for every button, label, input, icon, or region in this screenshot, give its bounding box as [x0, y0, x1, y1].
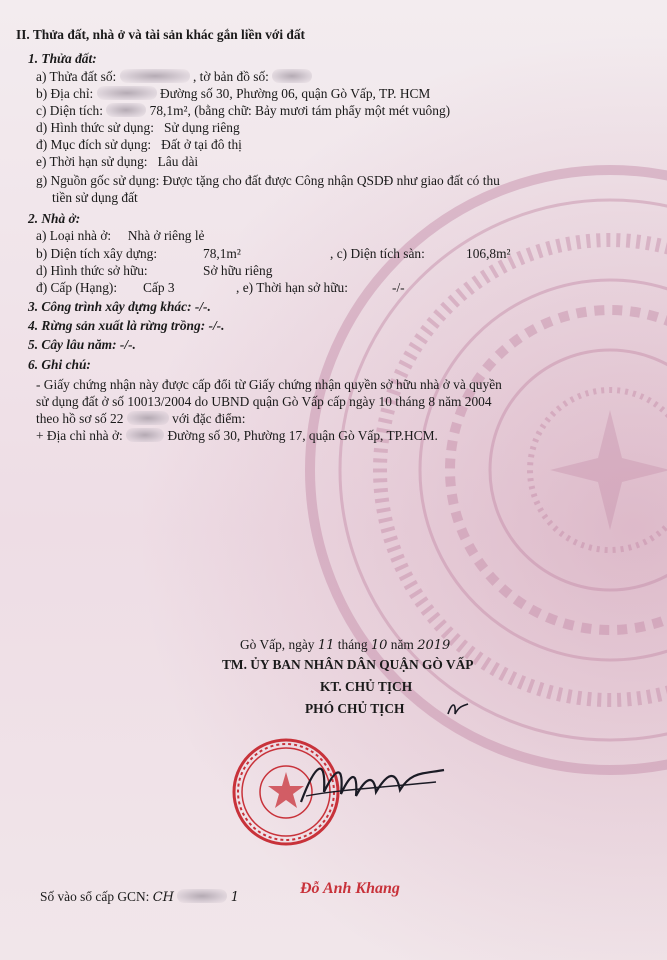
house-type-value: Nhà ở riêng lẻ	[127, 228, 205, 243]
house-build-area-label: b) Diện tích xây dựng:	[36, 246, 158, 261]
planted-forest: 4. Rừng sản xuất là rừng trồng: -/-.	[28, 318, 225, 333]
land-term-label: e) Thời hạn sử dụng:	[36, 154, 148, 169]
house-heading: 2. Nhà ở:	[28, 211, 81, 226]
land-origin-continued: tiền sử dụng đất	[52, 190, 138, 205]
redacted-block	[97, 86, 157, 100]
land-area-label: c) Diện tích:	[36, 103, 103, 118]
land-parcel-row	[36, 68, 312, 85]
notes-line-2: sử dụng đất ở số 10013/2004 do UBND quận Gò Vấp cấp ngày 10 tháng 8 năm 2004	[36, 394, 492, 409]
redacted-block	[127, 411, 169, 425]
other-constructions: 3. Công trình xây dựng khác: -/-.	[28, 299, 211, 314]
redacted-block	[106, 103, 146, 117]
signing-title: PHÓ CHỦ TỊCH	[305, 701, 405, 716]
land-purpose-label: đ) Mục đích sử dụng:	[36, 137, 152, 152]
perennial-trees: 5. Cây lâu năm: -/-.	[28, 337, 136, 352]
land-address-label: b) Địa chỉ:	[36, 86, 94, 101]
land-origin-value: Được tặng cho đất được Công nhận QSDĐ như giao đất có thu	[162, 173, 500, 188]
land-parcel-value: , tờ bản đồ số:	[192, 69, 269, 84]
land-origin-label: g) Nguồn gốc sử dụng:	[36, 173, 160, 188]
signing-year: 2019	[417, 638, 451, 653]
gcn-row	[40, 888, 239, 906]
house-type-row	[36, 227, 205, 244]
house-type-label: a) Loại nhà ở:	[36, 228, 112, 243]
land-address-row	[36, 85, 430, 102]
land-area-row	[36, 102, 450, 119]
house-ownership-term-value: -/-	[392, 280, 405, 295]
redacted-block	[177, 889, 227, 903]
notes-dossier-label: theo hồ sơ số 22	[36, 411, 124, 426]
gcn-label: Số vào sổ cấp GCN:	[40, 889, 150, 904]
house-ownership-term-label: , e) Thời hạn sở hữu:	[236, 280, 348, 295]
initial-mark-icon	[446, 700, 470, 720]
notes-heading: 6. Ghi chú:	[28, 357, 91, 372]
house-grade-value: Cấp 3	[143, 280, 175, 295]
signing-day: 11	[317, 638, 335, 653]
land-usage-form-value: Sử dụng riêng	[163, 120, 240, 135]
house-grade-label: đ) Cấp (Hạng):	[36, 280, 118, 295]
land-usage-form-row	[36, 119, 240, 136]
signing-month-label: tháng	[337, 637, 368, 652]
house-ownership-value: Sở hữu riêng	[203, 263, 273, 278]
land-address-value: Đường số 30, Phường 06, quận Gò Vấp, TP. HCM	[159, 86, 431, 101]
land-area-value: 78,1m², (bằng chữ: Bảy mươi tám phẩy một mét vuông)	[149, 103, 451, 118]
signing-month: 10	[370, 638, 388, 653]
house-ownership-label: d) Hình thức sở hữu:	[36, 263, 148, 278]
redacted-block	[126, 428, 164, 442]
notes-line-1: - Giấy chứng nhận này được cấp đổi từ Giấy chứng nhận quyền sở hữu nhà ở và quyền	[36, 377, 502, 392]
signing-place-label: Gò Vấp, ngày	[240, 637, 315, 652]
signing-kt: KT. CHỦ TỊCH	[320, 679, 413, 694]
house-build-area-value: 78,1m²	[203, 246, 241, 261]
redacted-block	[120, 69, 190, 83]
notes-house-address-label: + Địa chỉ nhà ở:	[36, 428, 123, 443]
land-usage-form-label: d) Hình thức sử dụng:	[36, 120, 154, 135]
house-floor-area-value: 106,8m²	[466, 246, 511, 261]
house-floor-area-label: , c) Diện tích sàn:	[330, 246, 425, 261]
land-parcel-label: a) Thửa đất số:	[36, 69, 117, 84]
gcn-suffix: 1	[230, 890, 240, 905]
signing-organization: TM. ỦY BAN NHÂN DÂN QUẬN GÒ VẤP	[222, 657, 474, 672]
notes-line-3	[36, 410, 245, 427]
signing-date	[240, 636, 450, 654]
land-term-row	[36, 153, 198, 170]
land-purpose-value: Đất ở tại đô thị	[161, 137, 242, 152]
land-purpose-row	[36, 136, 242, 153]
signature-icon	[296, 752, 446, 812]
signer-name: Đỗ Anh Khang	[300, 880, 400, 897]
land-heading: 1. Thửa đất:	[28, 51, 97, 66]
notes-dossier-suffix: với đặc điểm:	[172, 411, 246, 426]
notes-house-address-value: Đường số 30, Phường 17, quận Gò Vấp, TP.HCM.	[167, 428, 438, 443]
land-origin-row	[36, 172, 500, 189]
gcn-value: CH	[152, 890, 175, 905]
signing-year-label: năm	[390, 637, 414, 652]
notes-line-4	[36, 427, 438, 444]
section-title: II. Thửa đất, nhà ở và tài sản khác gắn liền với đất	[16, 27, 306, 42]
redacted-block	[272, 69, 312, 83]
land-term-value: Lâu dài	[157, 154, 199, 169]
